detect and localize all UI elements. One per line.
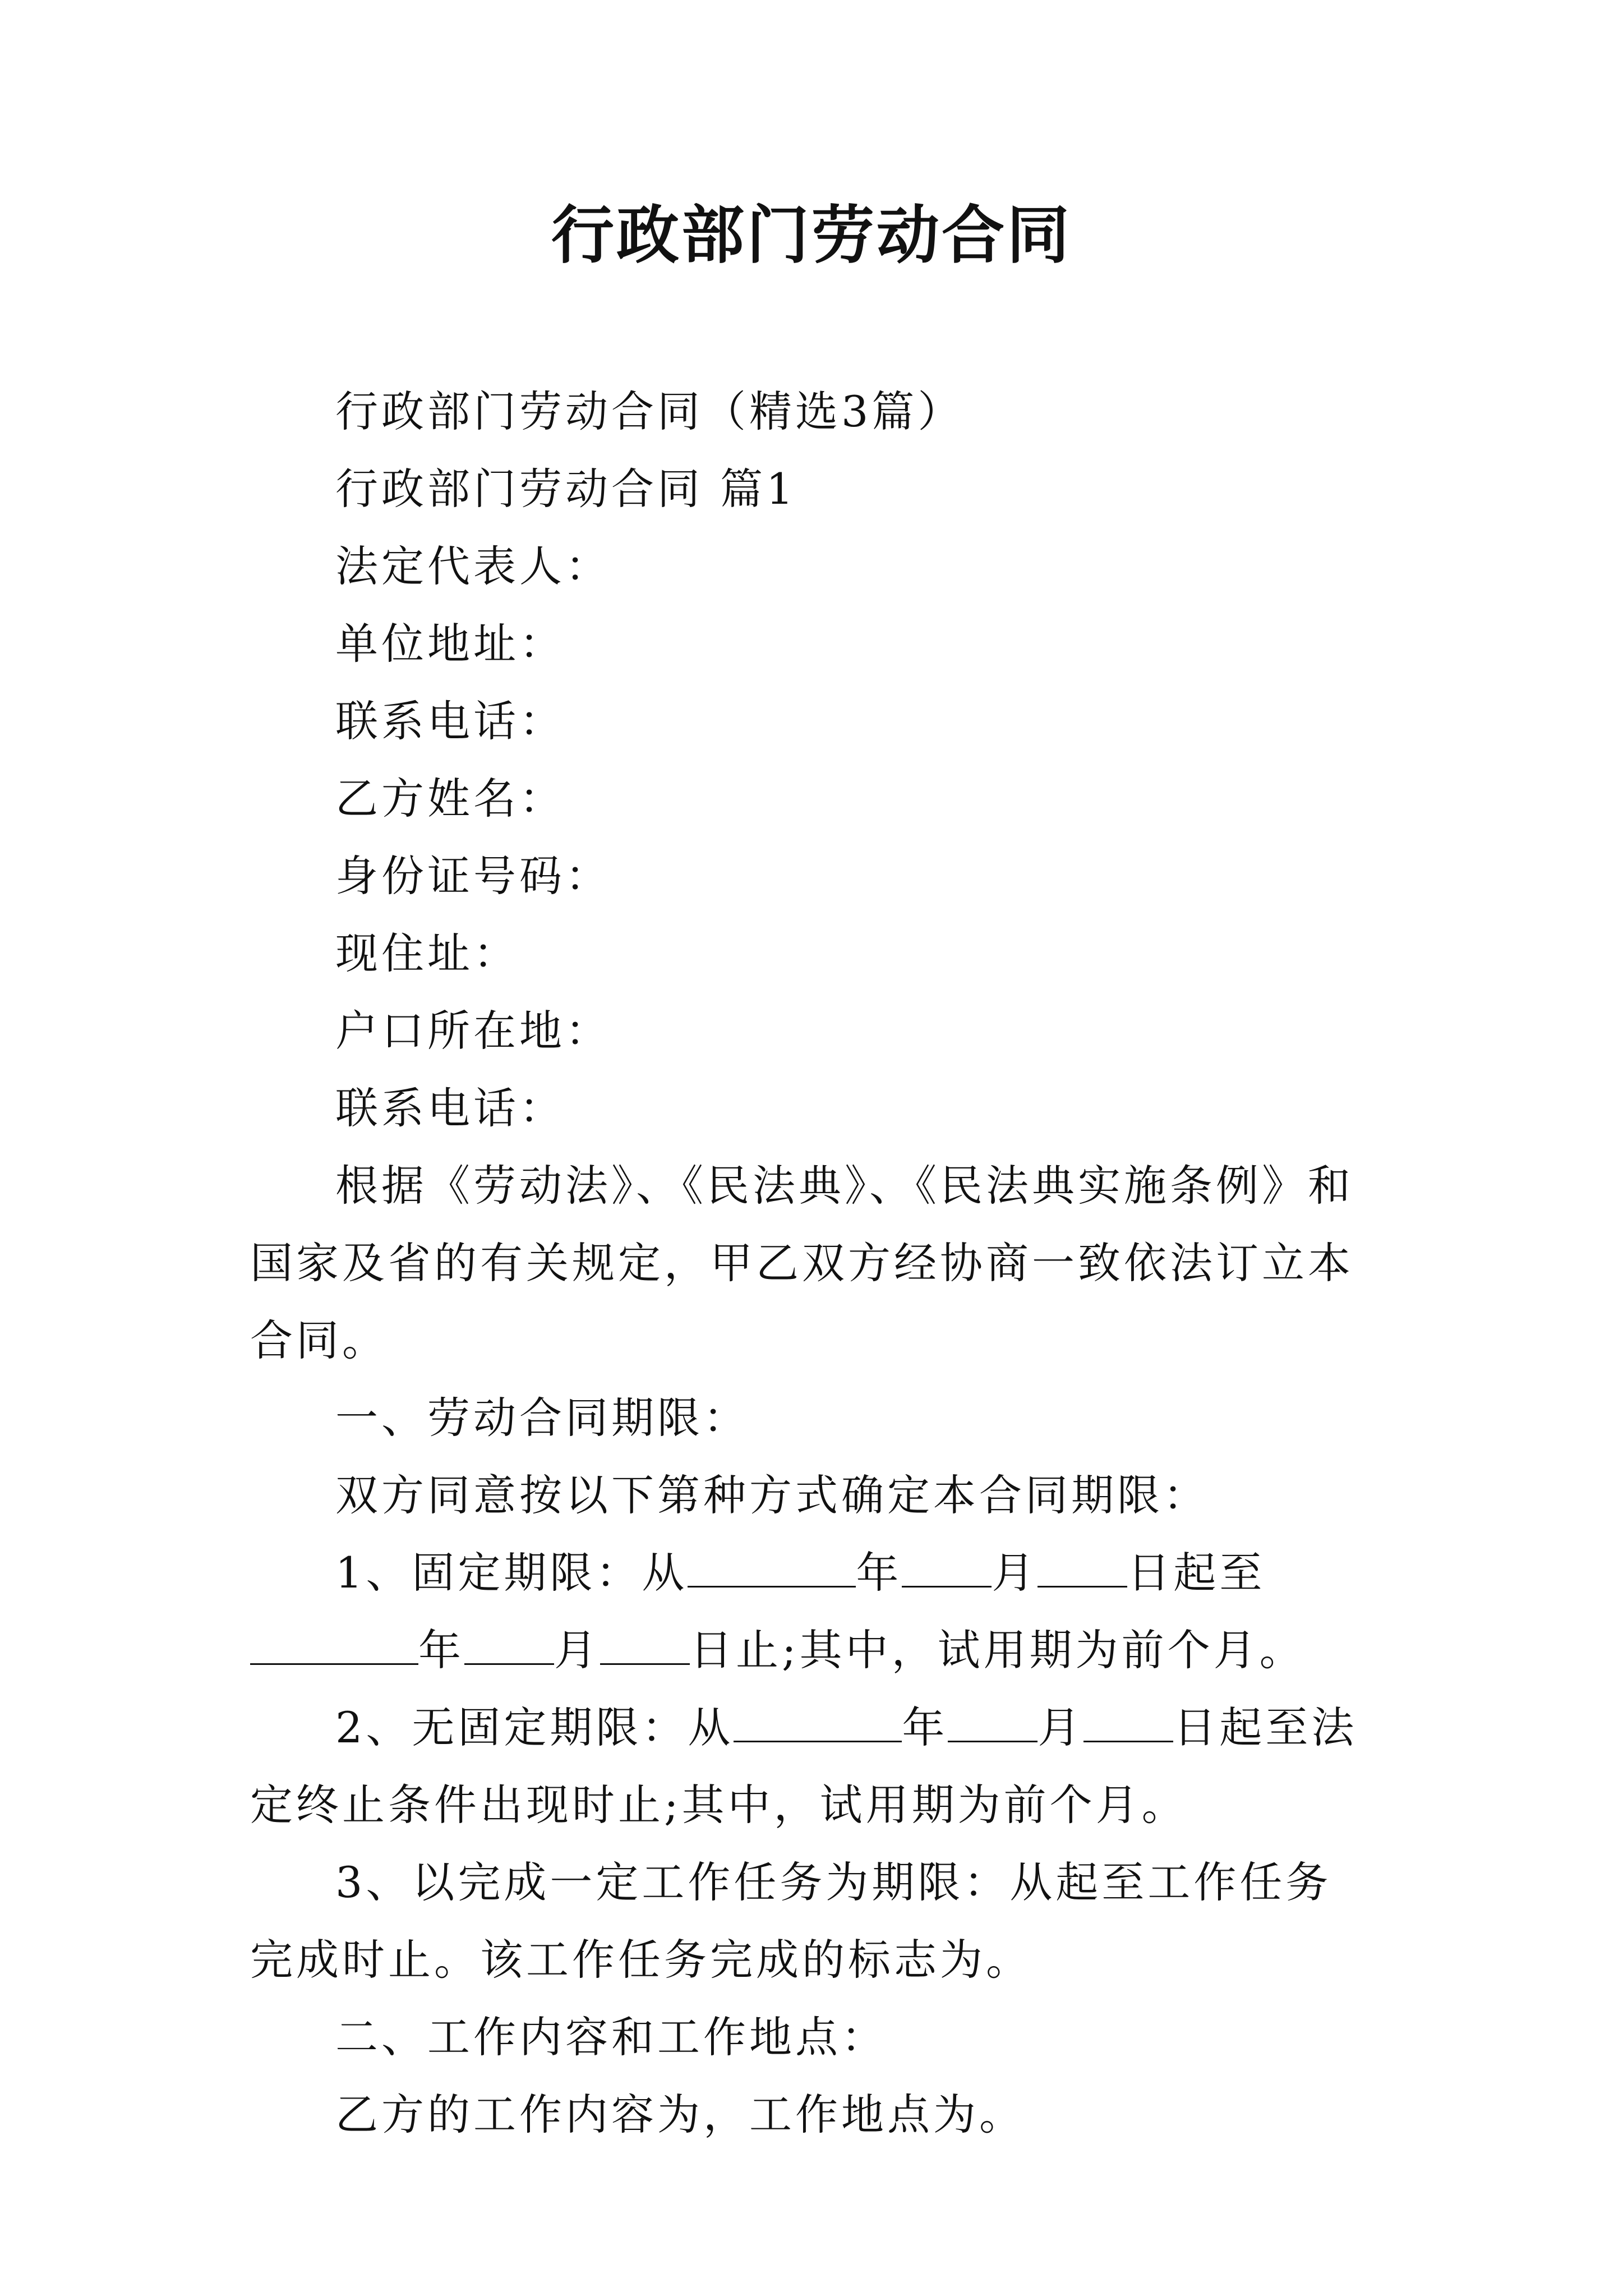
clause2-text: 乙方的工作内容为，工作地点为。 [335, 2090, 1025, 2139]
item1-suffix: 日止;其中，试用期为前个月。 [690, 1625, 1306, 1675]
document-title: 行政部门劳动合同 [551, 199, 1072, 272]
item2-suffix: 日起至法定终止条件出现时止;其中，试用期为前个月。 [250, 1703, 1358, 1830]
blank-end-day [600, 1630, 690, 1665]
item2-open-term [250, 1689, 1377, 1844]
item1-year-label: 年 [856, 1548, 902, 1598]
item1-year2-label: 年 [418, 1625, 464, 1675]
item2-prefix: 2、无固定期限：从 [335, 1703, 734, 1752]
field-current-address: 现住址： [335, 928, 519, 978]
item1-month2-label: 月 [554, 1625, 600, 1675]
item2-year-label: 年 [902, 1703, 948, 1752]
blank-start-month [902, 1552, 992, 1588]
blank-item2-year [734, 1707, 902, 1742]
field-unit-address: 单位地址： [335, 619, 565, 669]
field-contact-phone-a: 联系电话： [335, 696, 565, 746]
item1-prefix: 1、固定期限：从 [335, 1548, 688, 1598]
item2-month-label: 月 [1038, 1703, 1084, 1752]
item1-fixed-term [250, 1534, 1377, 1689]
document-body [250, 373, 1377, 2154]
item1-month-label: 月 [992, 1548, 1038, 1598]
field-party-b-name: 乙方姓名： [335, 774, 565, 823]
blank-item2-month [948, 1707, 1038, 1742]
clause2-heading: 二、工作内容和工作地点： [335, 2012, 887, 2062]
blank-end-year [250, 1630, 418, 1665]
clause1-heading: 一、劳动合同期限： [335, 1393, 749, 1443]
blank-start-year [688, 1552, 856, 1588]
item1-day-to-label: 日起至 [1127, 1548, 1266, 1598]
subtitle: 行政部门劳动合同（精选3篇） [335, 386, 964, 436]
blank-end-month [464, 1630, 554, 1665]
blank-item2-day [1083, 1707, 1173, 1742]
field-contact-phone-b: 联系电话： [335, 1083, 565, 1133]
field-id-number: 身份证号码： [335, 851, 611, 901]
blank-start-day [1038, 1552, 1127, 1588]
preamble-paragraph: 根据《劳动法》、《民法典》、《民法典实施条例》和国家及省的有关规定，甲乙双方经协商一致依法订立本合同。 [250, 1161, 1354, 1365]
clause1-intro: 双方同意按以下第种方式确定本合同期限： [335, 1470, 1209, 1520]
field-legal-rep: 法定代表人： [335, 541, 611, 591]
section-heading: 行政部门劳动合同 篇1 [335, 464, 797, 514]
field-hukou-location: 户口所在地： [335, 1006, 611, 1056]
item3-task-term: 3、以完成一定工作任务为期限：从起至工作任务完成时止。该工作任务完成的标志为。 [250, 1857, 1332, 1985]
